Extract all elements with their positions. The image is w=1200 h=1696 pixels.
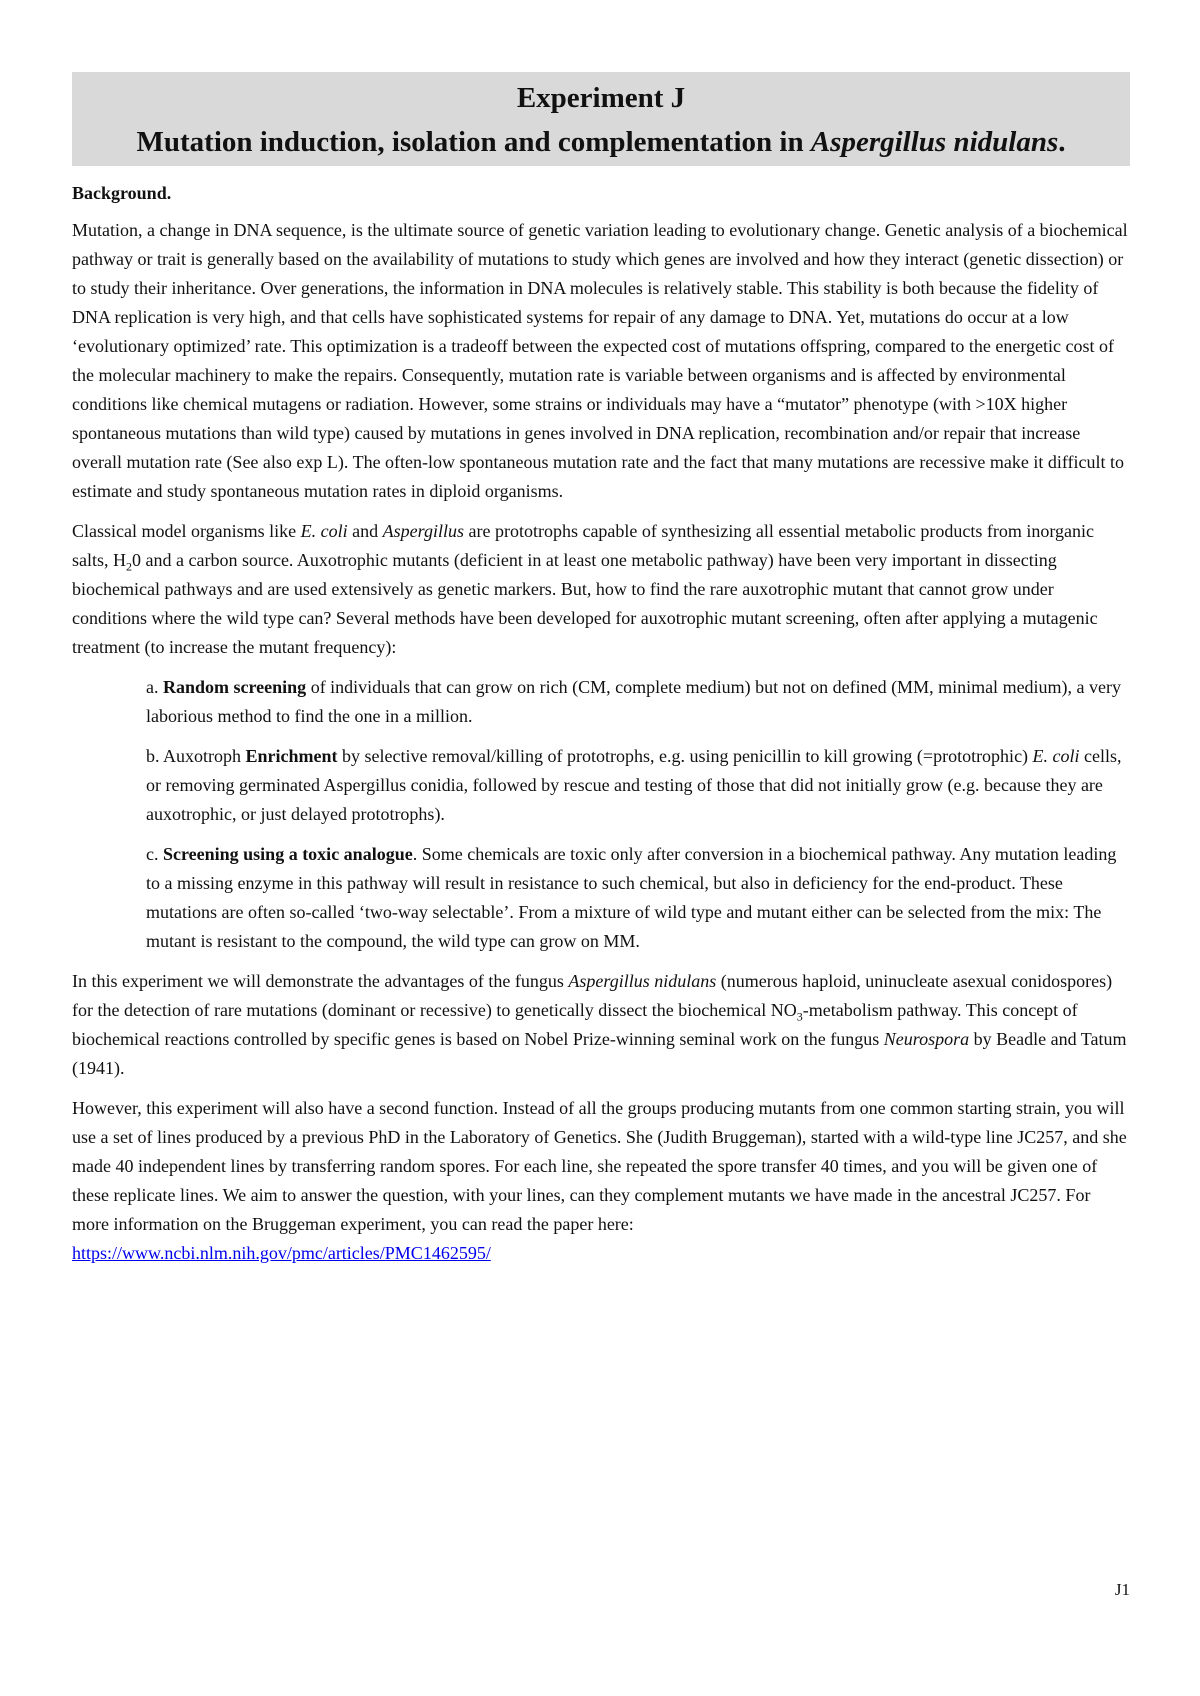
- paragraph-experiment: In this experiment we will demonstrate the advantages of the fungus Aspergillus nidulans (numerous haploid, uninucleate asexual conidospores) for the detection of rare mutations (dominant or recessive) to genetically dissect the biochemical $NO_3$-metabolism pathway. This concept of biochemical reactions controlled by specific genes is based on Nobel Prize-winning seminal work on the fungus Neurospora by Beadle and Tatum (1941).: [72, 971, 1127, 1078]
- document-page: [72, 72, 1130, 1279]
- screening-methods-list: [146, 673, 1130, 956]
- page-number: J1: [1114, 1580, 1130, 1599]
- title-block: [72, 72, 1130, 166]
- list-item-enrichment: b. Auxotroph Enrichment by selective removal/killing of prototrophs, e.g. using penicillin to kill growing (=prototrophic) E. coli cells, or removing germinated Aspergillus conidia, followed by rescue and testing of those that did not initially grow (e.g. because they are auxotrophic, or just delayed prototrophs).: [146, 746, 1122, 824]
- list-item-toxic-analogue: c. Screening using a toxic analogue. Some chemicals are toxic only after conversion in a biochemical pathway. Any mutation leading to a missing enzyme in this pathway will result in resistance to such chemical, but also in deficiency for the end-product. These mutations are often so-called ‘two-way selectable’. From a mixture of wild type and mutant either can be selected from the mix: The mutant is resistant to the compound, the wild type can grow on MM.: [146, 844, 1117, 951]
- paragraph-second-function: However, this experiment will also have a second function. Instead of all the groups producing mutants from one common starting strain, you will use a set of lines produced by a previous PhD in the Laboratory of Genetics. She (Judith Bruggeman), started with a wild-type line JC257, and she made 40 independent lines by transferring random spores. For each line, she repeated the spore transfer 40 times, and you will be given one of these replicate lines. We aim to answer the question, with your lines, can they complement mutants we have made in the ancestral JC257. For more information on the Bruggeman experiment, you can read the paper here: https://www.ncbi.nlm.nih.gov/pmc/articles/PMC1462595/: [72, 1098, 1127, 1263]
- paragraph-mutation: Mutation, a change in DNA sequence, is the ultimate source of genetic variation leading to evolutionary change. Genetic analysis of a biochemical pathway or trait is generally based on the availability of mutations to study which genes are involved and how they interact (genetic dissection) or to study their inheritance. Over generations, the information in DNA molecules is relatively stable. This stability is both because the fidelity of DNA replication is very high, and that cells have sophisticated systems for repair of any damage to DNA. Yet, mutations do occur at a low ‘evolutionary optimized’ rate. This optimization is a tradeoff between the expected cost of mutations offspring, compared to the energetic cost of the molecular machinery to make the repairs. Consequently, mutation rate is variable between organisms and is affected by environmental conditions like chemical mutagens or radiation. However, some strains or individuals may have a “mutator” phenotype (with >10X higher spontaneous mutations than wild type) caused by mutations in genes involved in DNA replication, recombination and/or repair that increase overall mutation rate (See also exp L). The often-low spontaneous mutation rate and the fact that many mutations are recessive make it difficult to estimate and study spontaneous mutation rates in diploid organisms.: [72, 220, 1128, 501]
- paragraph-model-organisms: Classical model organisms like E. coli and Aspergillus are prototrophs capable of synthesizing all essential metabolic products from inorganic salts, $H_20$ and a carbon source. Auxotrophic mutants (deficient in at least one metabolic pathway) have been very important in dissecting biochemical pathways and are used extensively as genetic markers. But, how to find the rare auxotrophic mutant that cannot grow under conditions where the wild type can? Several methods have been developed for auxotrophic mutant screening, often after applying a mutagenic treatment (to increase the mutant frequency):: [72, 521, 1098, 657]
- experiment-title: Experiment J: [516, 82, 686, 114]
- experiment-subtitle: Mutation induction, isolation and complementation in Aspergillus nidulans.: [136, 126, 1066, 158]
- background-heading: Background.: [72, 183, 172, 203]
- list-item-random-screening: a. Random screening of individuals that can grow on rich (CM, complete medium) but not on defined (MM, minimal medium), a very laborious method to find the one in a million.: [146, 677, 1122, 726]
- paper-link[interactable]: https://www.ncbi.nlm.nih.gov/pmc/articles/PMC1462595/: [72, 1243, 491, 1263]
